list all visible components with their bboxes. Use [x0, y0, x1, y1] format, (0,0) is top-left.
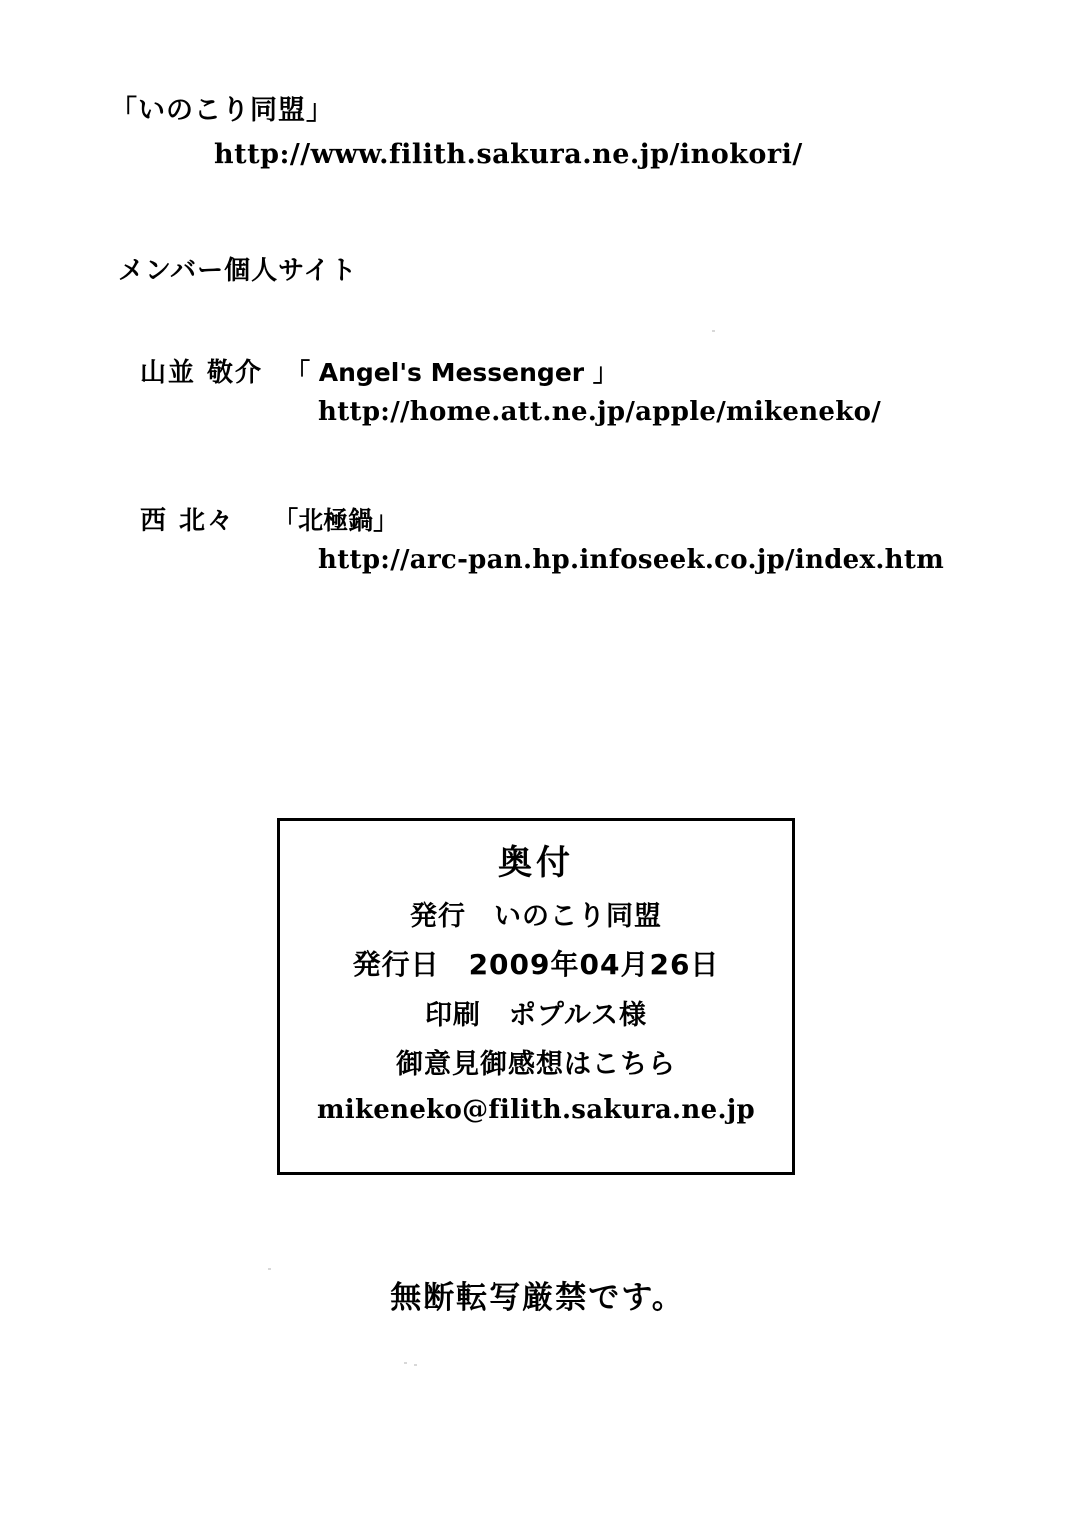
colophon-printer: 印刷 ポプルス様	[424, 1000, 648, 1031]
colophon-title: 奥付	[498, 843, 574, 883]
colophon-date: 発行日 2009年04月26日	[352, 948, 720, 981]
copyright-notice: 無断転写厳禁です。	[390, 1280, 685, 1316]
circle-url[interactable]: http://www.filith.sakura.ne.jp/inokori/	[214, 139, 803, 171]
member-header	[140, 500, 1040, 537]
member-url[interactable]: http://arc-pan.hp.infoseek.co.jp/index.htm	[318, 545, 944, 575]
scan-speck	[268, 1268, 271, 1270]
member-entry	[140, 352, 1040, 427]
member-url[interactable]: http://home.att.ne.jp/apple/mikeneko/	[318, 397, 882, 427]
scan-speck	[404, 1362, 407, 1364]
member-header	[140, 352, 1040, 389]
member-name: 山並 敬介	[140, 358, 264, 388]
scan-speck	[712, 330, 715, 332]
circle-name: 「いのこり同盟」	[110, 95, 334, 126]
member-entry	[140, 500, 1040, 575]
members-heading: メンバー個人サイト	[118, 256, 358, 286]
colophon-email[interactable]: mikeneko@filith.sakura.ne.jp	[316, 1095, 755, 1125]
colophon-contact-label: 御意見御感想はこちら	[396, 1049, 676, 1080]
colophon-box	[277, 818, 795, 1175]
circle-block	[110, 95, 990, 170]
colophon-publisher: 発行 いのこり同盟	[410, 901, 662, 932]
scan-speck	[414, 1364, 417, 1366]
member-name: 西 北々	[140, 506, 236, 536]
member-site-title: 「 Angel's Messenger 」	[285, 358, 618, 387]
member-site-title: 「北極鍋」	[273, 506, 399, 535]
